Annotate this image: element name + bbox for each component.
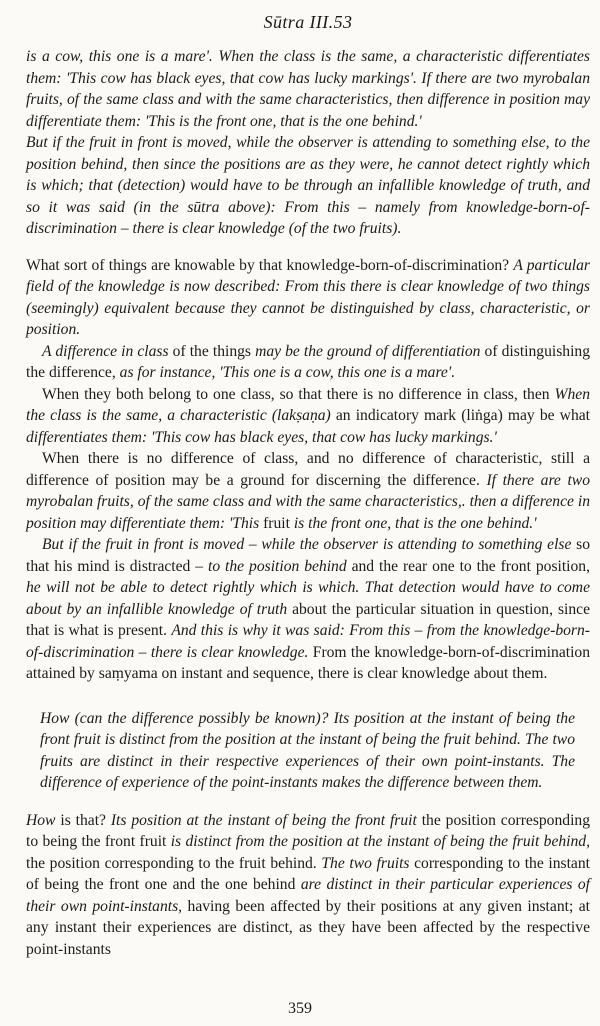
roman-text-segment: is that? [60, 811, 111, 829]
italic-text-segment: And this is why it was said: From this – from the knowledge-born-of-discrimination – there is clear knowledge. [26, 622, 590, 661]
roman-text-segment: an indicatory mark (liṅga) may be what [335, 407, 590, 424]
paragraph [26, 448, 590, 534]
closing-commentary-block [26, 810, 590, 961]
italic-text-segment: If there are two myrobalan fruits, of the same class and with the same characteristics,. then a difference in position may differentiate them: 'This [26, 471, 590, 532]
paragraph [40, 708, 575, 794]
paragraph [26, 46, 590, 132]
paragraph [26, 810, 590, 961]
italic-text-segment: as for instance, 'This one is a cow, this one is a mare'. [119, 364, 456, 381]
roman-text-segment: From the knowledge-born-of-discrimination attained by saṃyama on instant and sequence, there is clear knowledge about them. [26, 643, 590, 682]
roman-text-segment: When they both belong to one class, so that there is no difference in class, then [42, 385, 555, 403]
roman-text-segment: and the rear one to the front position, [351, 557, 590, 575]
italic-text-segment: How [26, 811, 61, 829]
paragraph [26, 534, 590, 685]
roman-text-segment: of distinguishing the difference, [26, 342, 590, 381]
italic-text-segment: But if the fruit in front is moved – while the observer is attending to something else [42, 536, 577, 553]
italic-text-segment: to the position behind [208, 557, 352, 575]
italic-text-segment: A particular field of the knowledge is now described: From this there is clear knowledge of two things (seemingly) equivalent because they cannot be distinguished by class, characteristic, or position. [26, 256, 591, 338]
text-blocks [26, 46, 590, 960]
italic-text-segment: are distinct in their particular experiences of their own point-instants, [26, 876, 590, 915]
italic-text-segment: is a cow, this one is a mare'. When the class is the same, a characteristic differentiates them: 'This cow has black eyes, that cow has lucky markings'. If there are two myrobalan fruits, of the same class and with the same characteristics, then difference in position may differentiate them: 'This is the front one, that is the one behind.' [26, 48, 590, 130]
paragraph [26, 255, 590, 341]
translation-block [26, 46, 590, 240]
paragraph [26, 384, 590, 449]
italic-text-segment: A difference in class [42, 342, 173, 360]
verse-quote-block [40, 708, 575, 794]
sutra-title: Sūtra III.53 [263, 12, 353, 32]
roman-text-segment: about the particular situation in question, since that is what is present. [26, 600, 590, 639]
italic-text-segment: Its position at the instant of being the front fruit [110, 811, 422, 829]
page-footer [0, 1000, 600, 1018]
italic-text-segment: The two fruits [321, 854, 415, 872]
roman-text-segment: corresponding to the instant of being the front one and the one behind [26, 854, 590, 893]
paragraph [26, 132, 590, 240]
page-number: 359 [288, 1000, 312, 1017]
roman-text-segment: the position corresponding to being the front fruit [26, 811, 590, 850]
roman-text-segment: of the things [172, 342, 256, 360]
paragraph [26, 341, 590, 384]
roman-text-segment: fruit [263, 514, 294, 532]
italic-text-segment: differentiates them: 'This cow has black eyes, that cow has lucky markings.' [26, 428, 497, 446]
italic-text-segment: is the front one, that is the one behind.' [293, 514, 537, 532]
italic-text-segment: When the class is the same, a characteristic (lakṣaṇa) [26, 385, 590, 424]
roman-text-segment: the position corresponding to the fruit behind. [26, 854, 322, 872]
italic-text-segment: he will not be able to detect rightly which is which. That detection would have to come about by an infallible knowledge of truth [26, 579, 590, 618]
commentary-block [26, 255, 590, 685]
roman-text-segment: What sort of things are knowable by that knowledge-born-of-discrimination? [26, 256, 514, 274]
italic-text-segment: is distinct from the position at the instant of being the fruit behind, [170, 833, 590, 850]
italic-text-segment: But if the fruit in front is moved, while the observer is attending to something else, to the position behind, then since the positions are as they were, he cannot detect rightly which is which; that (detection) would have to be through an infallible knowledge of truth, and so it was said (in the sūtra above): From this – namely from knowledge-born-of-discrimination – there is clear knowledge (of the two fruits). [26, 134, 590, 237]
italic-text-segment: may be the ground of differentiation [255, 342, 485, 360]
italic-text-segment: How (can the difference possibly be known)? Its position at the instant of being the front fruit is distinct from the position at the instant of being the fruit behind. The two fruits are distinct in their respective experiences of their own point-instants. The difference of experience of the point-instants makes the difference between them. [40, 709, 575, 791]
roman-text-segment: so that his mind is distracted – [26, 536, 590, 575]
roman-text-segment: When there is no difference of class, and no difference of characteristic, still a difference of position may be a ground for discerning the difference. [26, 450, 590, 489]
roman-text-segment: having been affected by their positions at any given instant; at any instant their experiences are distinct, as they have been affected by the respective point-instants [26, 897, 590, 958]
